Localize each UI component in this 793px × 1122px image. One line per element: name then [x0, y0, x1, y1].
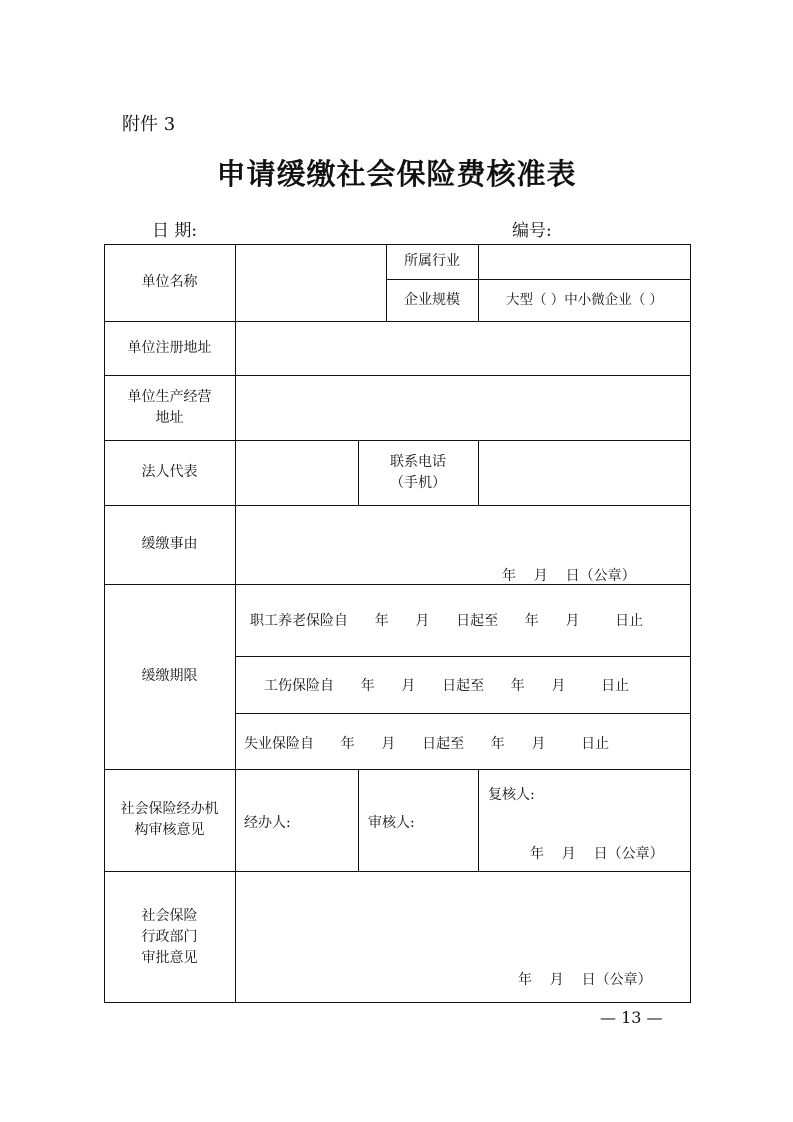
enterprise-scale-label: 企业规模 [404, 291, 460, 308]
admin-seal-date: 年 月 日（公章） [518, 972, 652, 988]
handler-label: 经办人: [244, 815, 291, 831]
pension-insurance-period[interactable]: 职工养老保险自 年 月 日起至 年 月 日止 [250, 613, 644, 629]
deferral-reason-field[interactable] [236, 506, 690, 562]
operating-address-label: 单位生产经营 地址 [127, 388, 212, 426]
unemployment-insurance-period[interactable]: 失业保险自 年 月 日起至 年 月 日止 [244, 736, 610, 752]
operating-address-field[interactable] [236, 376, 690, 439]
reason-seal-date: 年 月 日（公章） [502, 568, 636, 584]
column-divider [478, 769, 479, 871]
registered-address-field[interactable] [236, 322, 690, 374]
deferral-reason-label: 缓缴事由 [141, 536, 198, 552]
unit-name-field[interactable] [236, 245, 385, 320]
attachment-label: 附件 3 [122, 114, 176, 135]
admin-opinion-label: 社会保险 行政部门 审批意见 [141, 907, 198, 966]
industry-field[interactable] [479, 245, 690, 278]
phone-label: 联系电话 （手机） [390, 453, 446, 491]
date-label: 日 期: [152, 221, 198, 241]
agency-opinion-label: 社会保险经办机 构审核意见 [120, 801, 219, 838]
injury-insurance-period[interactable]: 工伤保险自 年 月 日起至 年 月 日止 [264, 678, 630, 694]
page-title: 申请缓缴社会保险费核准表 [216, 157, 577, 191]
registered-address-label: 单位注册地址 [127, 339, 212, 356]
phone-field[interactable] [479, 441, 690, 504]
page-number: — 13 — [600, 1008, 663, 1027]
number-label: 编号: [512, 221, 552, 241]
agency-seal-date: 年 月 日（公章） [530, 846, 664, 862]
industry-label: 所属行业 [404, 253, 460, 269]
reviewer-label: 审核人: [368, 815, 415, 831]
column-divider [358, 769, 359, 871]
admin-opinion-field[interactable] [236, 872, 690, 962]
legal-representative-label: 法人代表 [141, 464, 198, 480]
rechecker-label: 复核人: [488, 787, 535, 803]
unit-name-label: 单位名称 [141, 274, 198, 290]
deferral-period-label: 缓缴期限 [141, 668, 198, 684]
cell-divider [235, 713, 691, 714]
cell-divider [235, 656, 691, 657]
legal-representative-field[interactable] [236, 441, 357, 504]
enterprise-scale-options[interactable]: 大型（ ）中小微企业（ ） [505, 291, 664, 308]
